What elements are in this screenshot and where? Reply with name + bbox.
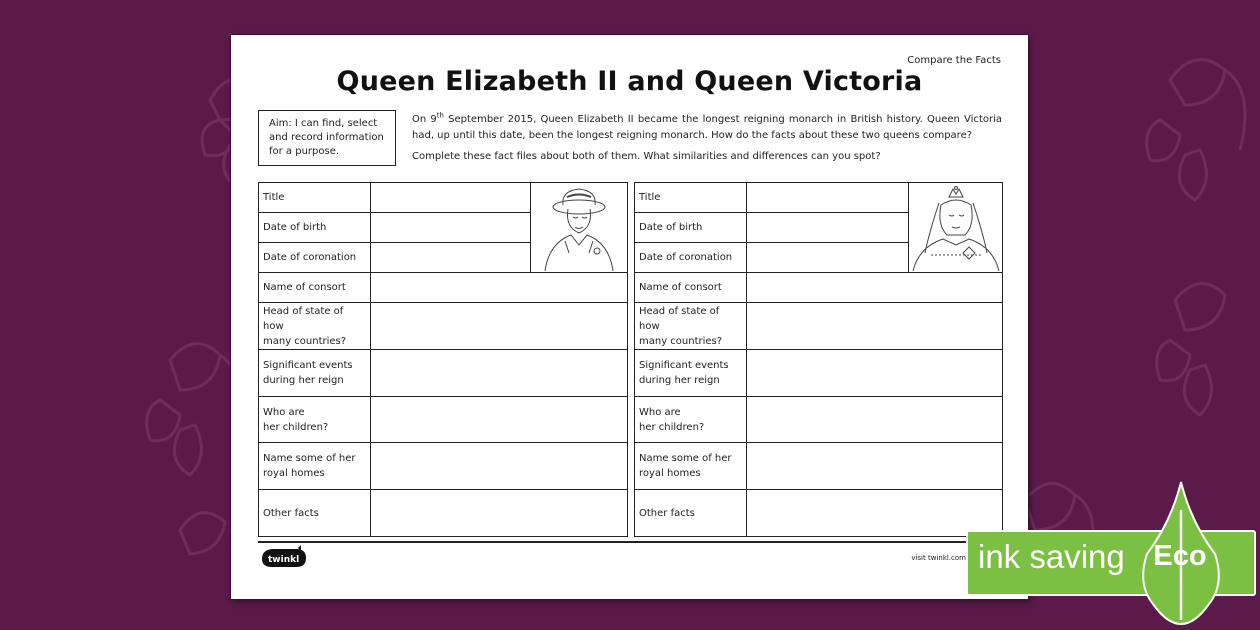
table-row xyxy=(635,397,1003,443)
row-label-line: Head of state of how xyxy=(263,305,344,332)
answer-cell[interactable] xyxy=(747,243,909,273)
answer-cell[interactable] xyxy=(747,350,1003,397)
eco-ink-saving-badge xyxy=(962,478,1260,630)
table-row xyxy=(635,350,1003,397)
answer-cell[interactable] xyxy=(371,213,531,243)
table-row xyxy=(259,443,628,490)
worksheet xyxy=(231,35,1028,599)
intro-text-part: On 9 xyxy=(412,114,437,125)
logo-wordmark: twinkl xyxy=(268,555,300,565)
row-label: Other facts xyxy=(259,490,371,537)
row-label: Other facts xyxy=(635,490,747,537)
row-label-line: Who are xyxy=(263,406,305,418)
row-label xyxy=(259,350,371,397)
answer-cell[interactable] xyxy=(371,397,628,443)
table-row xyxy=(259,273,628,303)
table-row xyxy=(635,303,1003,350)
answer-cell[interactable] xyxy=(747,303,1003,350)
table-row xyxy=(635,490,1003,537)
row-label-line: Name some of her xyxy=(263,453,356,464)
row-label-line: her children? xyxy=(263,421,329,433)
answer-cell[interactable] xyxy=(371,350,628,397)
eco-badge-text: ink saving xyxy=(978,538,1125,575)
table-row xyxy=(259,183,628,213)
answer-cell[interactable] xyxy=(747,213,909,243)
row-label-line: many countries? xyxy=(639,335,723,347)
footer-divider xyxy=(258,541,1002,543)
row-label: Date of coronation xyxy=(635,243,747,273)
row-label: Name of consort xyxy=(259,273,371,303)
row-label-line: Significant events xyxy=(263,360,353,371)
row-label-line: Name some of her xyxy=(639,453,732,464)
eco-badge-word: Eco xyxy=(1153,540,1207,572)
row-label xyxy=(635,303,747,350)
answer-cell[interactable] xyxy=(371,490,628,537)
answer-cell[interactable] xyxy=(747,183,909,213)
intro-text xyxy=(412,112,1002,171)
worksheet-title: Queen Elizabeth II and Queen Victoria xyxy=(336,66,923,97)
victoria-fact-table xyxy=(634,182,1003,537)
worksheet-category-label: Compare the Facts xyxy=(907,55,1001,66)
intro-superscript: th xyxy=(436,111,444,120)
row-label xyxy=(635,443,747,490)
portrait-cell xyxy=(909,183,1003,273)
aim-box: Aim: I can find, select and record information for a purpose. xyxy=(258,110,396,166)
row-label xyxy=(635,397,747,443)
table-row xyxy=(635,273,1003,303)
row-label-line: her children? xyxy=(639,421,705,433)
intro-paragraph-1 xyxy=(412,112,1002,143)
footer-url: visit twinkl.com xyxy=(911,554,966,562)
row-label-line: during her reign xyxy=(639,375,720,386)
row-label xyxy=(259,443,371,490)
elizabeth-fact-table xyxy=(258,182,628,537)
row-label: Date of coronation xyxy=(259,243,371,273)
answer-cell[interactable] xyxy=(747,397,1003,443)
row-label xyxy=(259,303,371,350)
answer-cell[interactable] xyxy=(371,443,628,490)
portrait-cell xyxy=(531,183,628,273)
table-row xyxy=(259,490,628,537)
queen-victoria-portrait-icon xyxy=(911,185,1001,271)
intro-paragraph-2: Complete these fact files about both of them. What similarities and differences can you spot? xyxy=(412,151,881,162)
row-label xyxy=(259,397,371,443)
answer-cell[interactable] xyxy=(371,243,531,273)
intro-text-part: September 2015, Queen Elizabeth II became the longest reigning monarch in British history. Queen Victoria had, up until this date, been the longest reigning monarch. How do the facts about these two queens compare? xyxy=(412,114,1003,141)
row-label: Date of birth xyxy=(259,213,371,243)
answer-cell[interactable] xyxy=(371,273,628,303)
row-label: Name of consort xyxy=(635,273,747,303)
table-row xyxy=(635,183,1003,213)
row-label-line: royal homes xyxy=(639,468,701,479)
row-label: Title xyxy=(259,183,371,213)
row-label-line: Significant events xyxy=(639,360,729,371)
row-label-line: royal homes xyxy=(263,468,325,479)
row-label-line: Who are xyxy=(639,406,681,418)
answer-cell[interactable] xyxy=(371,303,628,350)
table-row xyxy=(259,303,628,350)
row-label: Title xyxy=(635,183,747,213)
queen-elizabeth-portrait-icon xyxy=(535,185,623,271)
row-label-line: during her reign xyxy=(263,375,344,386)
table-row xyxy=(635,443,1003,490)
row-label xyxy=(635,350,747,397)
row-label-line: Head of state of how xyxy=(639,305,720,332)
twinkl-logo xyxy=(258,545,308,571)
row-label-line: many countries? xyxy=(263,335,347,347)
table-row xyxy=(259,350,628,397)
answer-cell[interactable] xyxy=(371,183,531,213)
answer-cell[interactable] xyxy=(747,273,1003,303)
row-label: Date of birth xyxy=(635,213,747,243)
table-row xyxy=(259,397,628,443)
